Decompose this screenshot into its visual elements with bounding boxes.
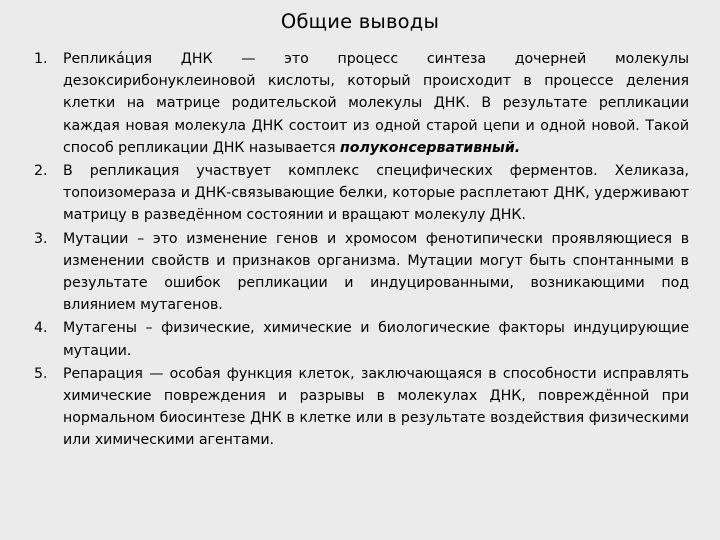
list-item-text: В репликация участвует комплекс специфических ферментов. Хеликаза, топоизомераза и ДНК-связывающие белки, которые расплетают ДНК, удерживают матрицу в разведённом состоянии и вращают молекулу ДНК. bbox=[63, 163, 689, 224]
list-item-1 bbox=[0, 48, 720, 159]
emphasis-period: . bbox=[514, 139, 521, 156]
list-item-number: 2. bbox=[34, 163, 48, 180]
list-item-3 bbox=[0, 228, 720, 317]
list-item-2 bbox=[0, 160, 720, 227]
slide-title: Общие выводы bbox=[280, 10, 440, 33]
list-item-text: Мутации – это изменение генов и хромосом фенотипически проявляющиеся в изменении свойств и признаков организма. Мутации могут быть спонтанными в результате ошибок репликации и индуцированными, возникающими под влиянием мутагенов. bbox=[63, 230, 689, 314]
list-item-text: Реплика́ция ДНК — это процесс синтеза дочерней молекулы дезоксирибонуклеиновой кислоты, который происходит в процессе деления клетки на матрице родительской молекулы ДНК. В результате репликации каждая новая молекула ДНК состоит из одной старой цепи и одной новой. Такой способ репликации ДНК называется bbox=[63, 51, 689, 156]
list-item-text: Мутагены – физические, химические и биологические факторы индуцирующие мутации. bbox=[63, 320, 689, 359]
list-item-5 bbox=[0, 363, 720, 452]
list-item-number: 3. bbox=[34, 230, 48, 247]
list-item-number: 5. bbox=[34, 365, 48, 382]
list-item-number: 4. bbox=[34, 320, 48, 337]
list-item-4 bbox=[0, 317, 720, 361]
list-item-number: 1. bbox=[34, 51, 48, 67]
conclusions-list bbox=[0, 48, 720, 453]
list-item-text: Репарация — особая функция клеток, заключающаяся в способности исправлять химические повреждения и разрывы в молекулах ДНК, повреждённой при нормальном биосинтезе ДНК в клетке или в результате воздействия физическими или химическими агентами. bbox=[63, 365, 689, 449]
emphasized-term: полуконсервативный bbox=[339, 139, 515, 156]
